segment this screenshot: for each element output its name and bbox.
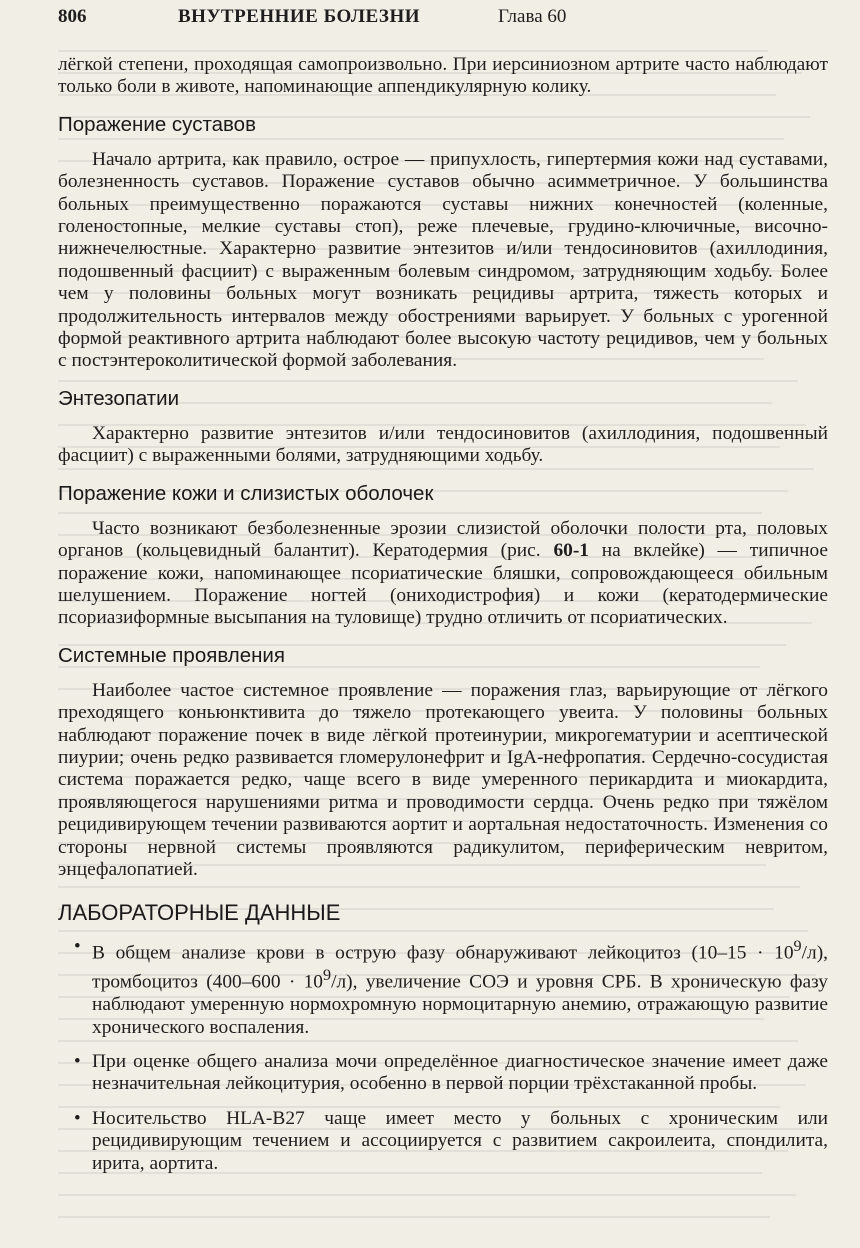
figure-reference: 60-1 [553, 540, 589, 562]
section-heading-systemic: Системные проявления [58, 643, 285, 667]
chapter-label: Глава 60 [498, 6, 567, 27]
section-heading-joints: Поражение суставов [58, 112, 256, 136]
section-heading-skin: Поражение кожи и слизистых оболочек [58, 481, 434, 505]
lab-findings-list [58, 936, 828, 1175]
lab-item-blood-text-3: /л), увеличение СОЭ и уровня СРБ. В хроническую фазу наблюдают умеренную нормохромную нормоцитарную анемию, отражающую развитие хронического воспаления. [92, 971, 828, 1038]
exponent: 9 [793, 938, 802, 956]
skin-paragraph [58, 518, 828, 630]
lab-item-blood-text-2: /л), тромбоцитоз (400–600 · 10 [92, 942, 828, 993]
skin-text-before: Часто возникают безболезненные эрозии слизистой оболочки полости рта, половых органов (кольцевидный балантит). Кератодермия (рис. [58, 517, 828, 562]
bleed-line [58, 50, 768, 52]
page-content [58, 54, 828, 1187]
bullet-icon: • [74, 1107, 81, 1129]
page-number: 806 [58, 6, 87, 27]
bullet-icon: • [74, 936, 81, 958]
skin-text-after: на вклейке) — типичное поражение кожи, напоминающее псориатические бляшки, сопровождающееся обильным шелушением. Поражение ногтей (ониходистрофия) и кожи (кератодермические псориазиформные высыпания на туловище) трудно отличить от псориатических. [58, 540, 829, 629]
book-title: ВНУТРЕННИЕ БОЛЕЗНИ [178, 6, 421, 27]
bleed-line [58, 1194, 796, 1196]
exponent: 9 [322, 967, 332, 985]
running-header [58, 6, 828, 30]
lab-item-blood-text-1: В общем анализе крови в острую фазу обнаруживают лейкоцитоз (10–15 · 10 [92, 942, 794, 964]
list-item [58, 1108, 828, 1175]
bleed-line [58, 1216, 770, 1218]
chapter-section-heading-lab: ЛАБОРАТОРНЫЕ ДАННЫЕ [58, 900, 341, 926]
enthesopathy-paragraph: Характерно развитие энтезитов и/или тендосиновитов (ахиллодиния, подошвенный фасциит) с выраженными болями, затрудняющими ходьбу. [58, 422, 828, 467]
lab-item-hla: Носительство HLA-B27 чаще имеет место у больных с хроническим или рецидивирующим течением и ассоциируется с развитием сакроилеита, спондилита, ирита, аортита. [92, 1107, 828, 1174]
lab-item-blood [92, 936, 828, 1039]
joints-paragraph: Начало артрита, как правило, острое — припухлость, гипертермия кожи над суставами, болезненность суставов. Поражение суставов обычно асимметричное. У большинства больных преимущественно поражаются суставы нижних конечностей (коленные, голеностопные, мелкие суставы стоп), реже плечевые, грудино-ключичные, височно-нижнечелюстные. Характерно развитие энтезитов и/или тендосиновитов (ахиллодиния, подошвенный фасциит) с выраженным болевым синдромом, затрудняющим ходьбу. Более чем у половины больных могут возникать рецидивы артрита, тяжесть которых и продолжительность интервалов между обострениями варьирует. У больных с урогенной формой реактивного артрита наблюдают более высокую частоту рецидивов, чем у больных с постэнтероколитической формой заболевания. [58, 148, 828, 372]
list-item [58, 936, 828, 1039]
intro-paragraph: лёгкой степени, проходящая самопроизвольно. При иерсиниозном артрите часто наблюдают только боли в животе, напоминающие аппендикулярную колику. [58, 54, 828, 98]
section-heading-enthesopathy: Энтезопатии [58, 386, 180, 410]
lab-item-urine: При оценке общего анализа мочи определённое диагностическое значение имеет даже незначительная лейкоцитурия, особенно в первой порции трёхстаканной пробы. [92, 1050, 828, 1095]
bullet-icon: • [74, 1050, 81, 1072]
systemic-paragraph: Наиболее частое системное проявление — поражения глаз, варьирующие от лёгкого преходящего коньюнктивита до тяжело протекающего увеита. У половины больных наблюдают поражение почек в виде лёгкой протеинурии, микрогематурии и асептической пиурии; очень редко развивается гломерулонефрит и IgA-нефропатия. Сердечно-сосудистая система поражается редко, чаще всего в виде умеренного перикардита и миокардита, проявляющегося нарушениями ритма и проводимости сердца. Очень редко при тяжёлом рецидивирующем течении развиваются аортит и аортальная недостаточность. Изменения со стороны нервной системы проявляются радикулитом, периферическим невритом, энцефалопатией. [58, 679, 828, 880]
list-item [58, 1051, 828, 1096]
